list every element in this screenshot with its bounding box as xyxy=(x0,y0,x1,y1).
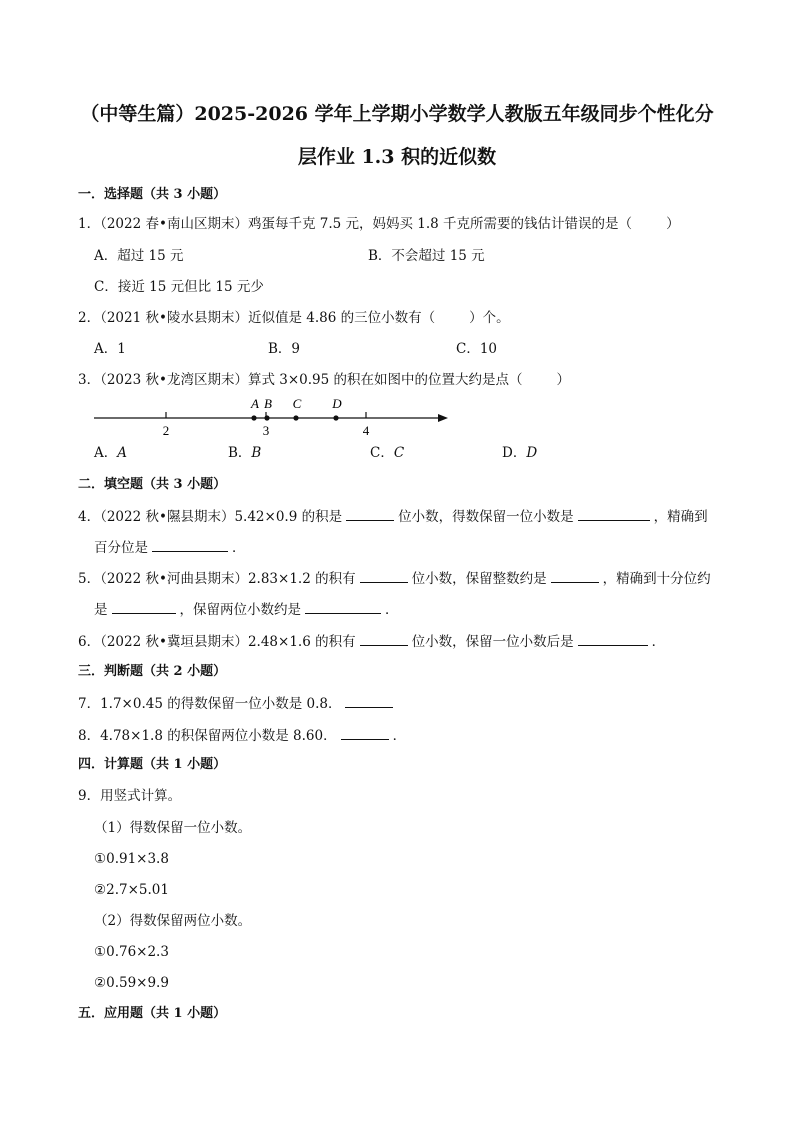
q2-option-a: A．1 xyxy=(94,341,126,357)
question-8: 8．4.78×1.8 的积保留两位小数是 8.60． ． xyxy=(78,725,406,746)
question-4-line-1: 4．（2022 秋•隰县期末）5.42×0.9 的积是 位小数，得数保留一位小数是 ，精确到 xyxy=(78,506,708,527)
question-9-part-2-b: ②0.59×9.9 xyxy=(94,975,169,991)
point-d-label: D xyxy=(332,396,342,411)
point-b-dot xyxy=(264,415,269,420)
question-9-part-2: （2）得数保留两位小数。 xyxy=(94,913,252,929)
section-heading-application: 五．应用题（共 1 小题） xyxy=(78,1006,227,1021)
title-line-1: （中等生篇）2025-2026 学年上学期小学数学人教版五年级同步个性化分 xyxy=(80,103,714,125)
question-9-part-2-a: ①0.76×2.3 xyxy=(94,944,169,960)
question-5-line-1: 5．（2022 秋•河曲县期末）2.83×1.2 的积有 位小数，保留整数约是 ，精确到十分位约 xyxy=(78,568,711,589)
point-a-dot xyxy=(251,415,256,420)
section-heading-fill: 二．填空题（共 3 小题） xyxy=(78,477,227,492)
question-9-stem: 9．用竖式计算。 xyxy=(78,788,182,804)
number-line-figure xyxy=(90,392,460,442)
answer-blank[interactable] xyxy=(152,537,228,552)
title-line-2: 层作业 1.3 积的近似数 xyxy=(297,146,497,168)
question-3-stem: 3．（2023 秋•龙湾区期末）算式 3×0.95 的积在如图中的位置大约是点（ xyxy=(78,372,523,388)
point-b-label: B xyxy=(264,396,272,411)
question-9-part-1: （1）得数保留一位小数。 xyxy=(94,820,252,836)
q1-option-a: A．超过 15 元 xyxy=(94,248,184,264)
q1-option-c: C．接近 15 元但比 15 元少 xyxy=(94,279,264,295)
answer-blank[interactable] xyxy=(578,631,648,646)
question-3-stem-end: ） xyxy=(556,372,570,388)
section-heading-calc: 四．计算题（共 1 小题） xyxy=(78,757,227,772)
answer-blank[interactable] xyxy=(551,568,599,583)
question-2-stem-end: ）个。 xyxy=(469,310,510,326)
question-1-stem: 1．（2022 春•南山区期末）鸡蛋每千克 7.5 元，妈妈买 1.8 千克所需要的钱估计错误的是（ xyxy=(78,216,633,232)
point-d-dot xyxy=(333,415,338,420)
question-1 xyxy=(78,214,680,234)
question-4-line-2: 百分位是 ． xyxy=(94,537,246,558)
section-heading-judge: 三．判断题（共 2 小题） xyxy=(78,664,227,679)
answer-blank[interactable] xyxy=(112,599,176,614)
section-heading-choice: 一．选择题（共 3 小题） xyxy=(78,187,227,202)
tick-label-2: 2 xyxy=(162,423,170,438)
tick-label-4: 4 xyxy=(362,423,370,438)
point-c-label: C xyxy=(292,396,302,411)
question-9-part-1-a: ①0.91×3.8 xyxy=(94,851,169,867)
answer-blank[interactable] xyxy=(578,506,650,521)
question-2 xyxy=(78,308,510,328)
point-c-dot xyxy=(293,415,298,420)
question-1-stem-end: ） xyxy=(666,216,680,232)
q3-option-a: A．A xyxy=(94,445,127,461)
q2-option-c: C．10 xyxy=(456,341,498,357)
q3-option-b: B．B xyxy=(228,445,262,461)
question-6: 6．（2022 秋•冀垣县期末）2.48×1.6 的积有 位小数，保留一位小数后是 ． xyxy=(78,631,665,652)
tick-label-3: 3 xyxy=(262,423,270,438)
question-9-part-1-b: ②2.7×5.01 xyxy=(94,882,169,898)
answer-blank[interactable] xyxy=(360,631,408,646)
answer-blank[interactable] xyxy=(305,599,381,614)
number-line-arrowhead xyxy=(438,414,448,422)
q2-option-b: B．9 xyxy=(268,341,301,357)
q1-option-b: B．不会超过 15 元 xyxy=(368,248,485,264)
question-7: 7．1.7×0.45 的得数保留一位小数是 0.8． xyxy=(78,693,397,714)
answer-blank[interactable] xyxy=(345,693,393,708)
question-2-stem: 2．（2021 秋•陵水县期末）近似值是 4.86 的三位小数有（ xyxy=(78,310,436,326)
answer-blank[interactable] xyxy=(341,725,389,740)
answer-blank[interactable] xyxy=(346,506,394,521)
question-3 xyxy=(78,370,570,390)
q3-option-d: D．D xyxy=(502,445,538,461)
point-a-label: A xyxy=(251,396,259,411)
question-5-line-2: 是 ，保留两位小数约是 ． xyxy=(94,599,399,620)
q3-option-c: C．C xyxy=(370,445,405,461)
answer-blank[interactable] xyxy=(360,568,408,583)
